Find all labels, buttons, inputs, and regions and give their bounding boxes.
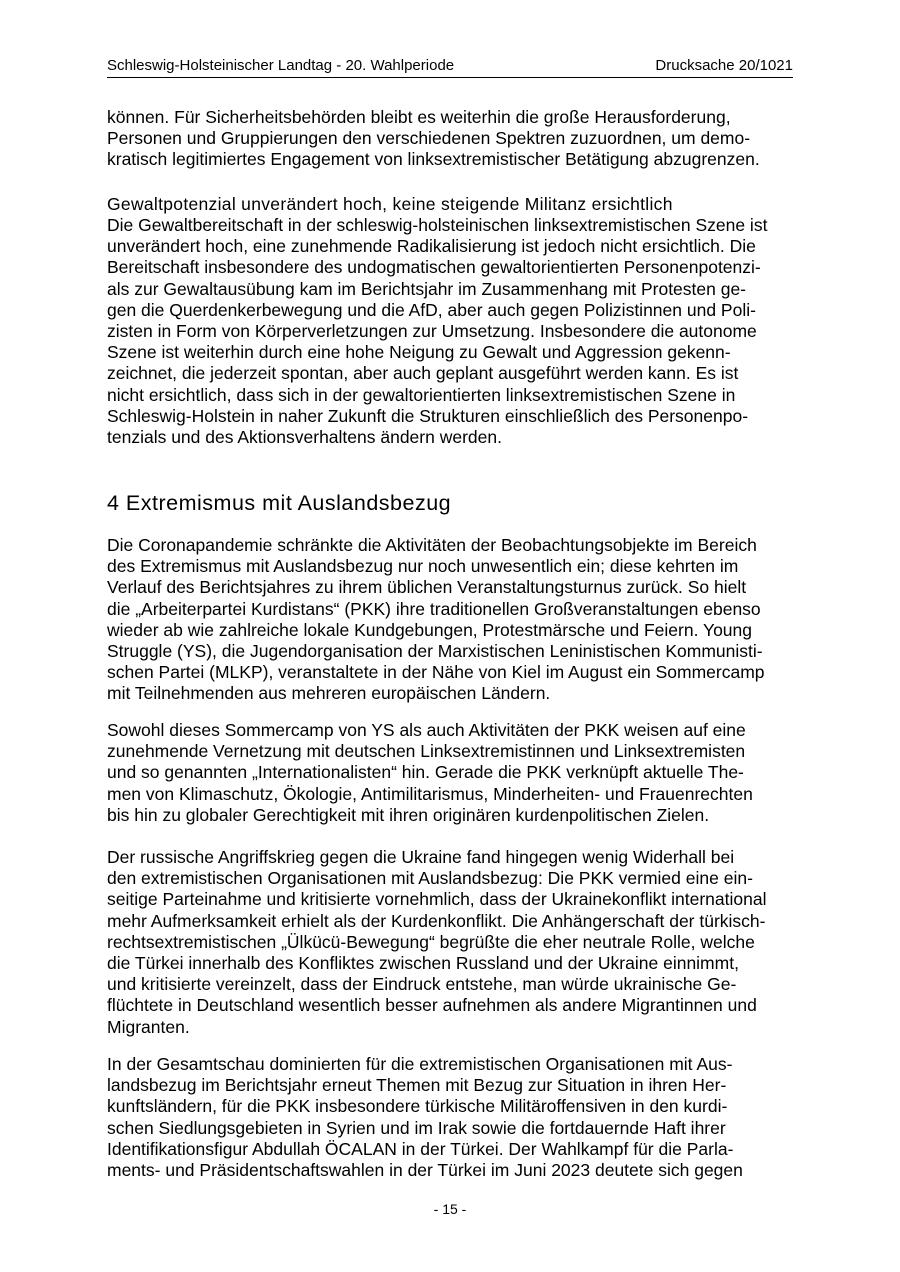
text-line: ments- und Präsidentschaftswahlen in der Türkei im Juni 2023 deutete sich gegen bbox=[107, 1160, 743, 1181]
text-line: zisten in Form von Körperverletzungen zur Umsetzung. Insbesondere die autonome bbox=[107, 321, 757, 342]
text-line: gen die Querdenkerbewegung und die AfD, aber auch gegen Polizistinnen und Poli- bbox=[107, 299, 756, 320]
text-line: den extremistischen Organisationen mit Auslandsbezug: Die PKK vermied eine ein- bbox=[107, 868, 753, 889]
text-line: zeichnet, die jederzeit spontan, aber auch geplant ausgeführt werden kann. Es ist bbox=[107, 363, 739, 384]
section-paragraph-networking bbox=[107, 720, 793, 826]
section-paragraph-overview bbox=[107, 1054, 793, 1181]
text-line: des Extremismus mit Auslandsbezug nur noch unwesentlich ein; diese kehrten im bbox=[107, 556, 739, 577]
text-line: Der russische Angriffskrieg gegen die Ukraine fand hingegen wenig Widerhall bei bbox=[107, 847, 735, 867]
header-document-number: Drucksache 20/1021 bbox=[655, 57, 793, 74]
text-line: nicht ersichtlich, dass sich in der gewaltorientierten linksextremistischen Szene in bbox=[107, 384, 736, 405]
text-line: Die Gewaltbereitschaft in der schleswig-holsteinischen linksextremistischen Szene ist bbox=[107, 215, 768, 235]
text-line: Personen und Gruppierungen den verschiedenen Spektren zuzuordnen, um demo- bbox=[107, 128, 751, 149]
text-line: und kritisierte vereinzelt, dass der Eindruck entstehe, man würde ukrainische Ge- bbox=[107, 974, 737, 995]
text-line: Szene ist weiterhin durch eine hohe Neigung zu Gewalt und Aggression gekenn- bbox=[107, 342, 731, 363]
text-line: können. Für Sicherheitsbehörden bleibt es weiterhin die große Herausforderung, bbox=[107, 107, 731, 127]
text-line: mit Teilnehmenden aus mehreren europäischen Ländern. bbox=[107, 683, 551, 704]
text-line: wieder ab wie zahlreiche lokale Kundgebungen, Protestmärsche und Feiern. Young bbox=[107, 619, 753, 640]
text-line: Identifikationsfigur Abdullah ÖCALAN in der Türkei. Der Wahlkampf für die Parla- bbox=[107, 1138, 734, 1159]
intro-paragraph bbox=[107, 107, 793, 171]
text-line: mehr Aufmerksamkeit erhielt als der Kurdenkonflikt. Die Anhängerschaft der türkisch- bbox=[107, 910, 766, 931]
text-line: kratisch legitimiertes Engagement von linksextremistischer Betätigung abzugrenzen. bbox=[107, 149, 760, 170]
text-line: bis hin zu globaler Gerechtigkeit mit ihren originären kurdenpolitischen Zielen. bbox=[107, 804, 710, 825]
violence-paragraph bbox=[107, 215, 793, 448]
text-line: als zur Gewaltausübung kam im Berichtsjahr im Zusammenhang mit Protesten ge- bbox=[107, 278, 747, 299]
text-line: die „Arbeiterpartei Kurdistans“ (PKK) ihre traditionellen Großveranstaltungen ebenso bbox=[107, 598, 761, 619]
text-line: kunftsländern, für die PKK insbesondere türkische Militäroffensiven in den kurdi- bbox=[107, 1096, 728, 1117]
text-line: Migranten. bbox=[107, 1016, 190, 1037]
text-line: rechtsextremistischen „Ülkücü-Bewegung“ begrüßte die eher neutrale Rolle, welche bbox=[107, 931, 755, 952]
text-line: schen Partei (MLKP), veranstaltete in der Nähe von Kiel im August ein Sommercamp bbox=[107, 662, 765, 683]
text-line: In der Gesamtschau dominierten für die extremistischen Organisationen mit Aus- bbox=[107, 1054, 733, 1074]
text-line: die Türkei innerhalb des Konfliktes zwischen Russland und der Ukraine einnimmt, bbox=[107, 953, 739, 974]
violence-subheading: Gewaltpotenzial unverändert hoch, keine steigende Militanz ersichtlich bbox=[107, 194, 673, 214]
text-line: tenzials und des Aktionsverhaltens ändern werden. bbox=[107, 427, 502, 448]
text-line: Schleswig-Holstein in naher Zukunft die Strukturen einschließlich des Personenpo- bbox=[107, 405, 749, 426]
text-line: schen Siedlungsgebieten in Syrien und im Irak sowie die fortdauernde Haft ihrer bbox=[107, 1117, 726, 1138]
text-line: und so genannten „Internationalisten“ hin. Gerade die PKK verknüpft aktuelle The- bbox=[107, 762, 744, 783]
text-line: Die Coronapandemie schränkte die Aktivitäten der Beobachtungsobjekte im Bereich bbox=[107, 535, 757, 555]
text-line: Bereitschaft insbesondere des undogmatischen gewaltorientierten Personenpotenzi- bbox=[107, 257, 761, 278]
text-line: men von Klimaschutz, Ökologie, Antimilitarismus, Minderheiten- und Frauenrechten bbox=[107, 783, 753, 804]
text-line: seitige Parteinahme und kritisierte vornehmlich, dass der Ukrainekonflikt international bbox=[107, 889, 767, 910]
text-line: Verlauf des Berichtsjahres zu ihrem üblichen Veranstaltungsturnus zurück. So hielt bbox=[107, 577, 747, 598]
header-parliament-title: Schleswig-Holsteinischer Landtag - 20. Wahlperiode bbox=[107, 57, 455, 74]
text-line: flüchtete in Deutschland wesentlich besser aufnehmen als andere Migrantinnen und bbox=[107, 995, 757, 1016]
text-line: unverändert hoch, eine zunehmende Radikalisierung ist jedoch nicht ersichtlich. Die bbox=[107, 236, 756, 257]
text-line: zunehmende Vernetzung mit deutschen Linksextremistinnen und Linksextremisten bbox=[107, 741, 746, 762]
text-line: landsbezug im Berichtsjahr erneut Themen mit Bezug zur Situation in ihren Her- bbox=[107, 1075, 727, 1096]
page-number: - 15 - bbox=[433, 1201, 467, 1217]
section-heading: 4 Extremismus mit Auslandsbezug bbox=[107, 491, 452, 515]
text-line: Struggle (YS), die Jugendorganisation der Marxistischen Leninistischen Kommunisti- bbox=[107, 641, 763, 662]
text-line: Sowohl dieses Sommercamp von YS als auch Aktivitäten der PKK weisen auf eine bbox=[107, 720, 746, 740]
section-paragraph-corona bbox=[107, 535, 793, 705]
section-paragraph-ukraine bbox=[107, 847, 793, 1038]
page-header bbox=[107, 56, 793, 78]
